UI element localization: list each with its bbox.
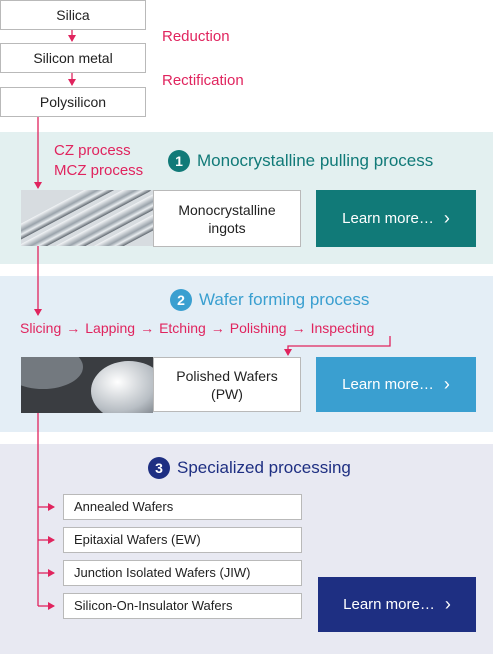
step-inspecting: Inspecting — [310, 320, 375, 336]
learn-more-button-3[interactable] — [318, 577, 476, 632]
rectification-label: Rectification — [162, 72, 244, 89]
epitaxial-wafers-item: Epitaxial Wafers (EW) — [63, 527, 302, 553]
step-separator: → — [291, 320, 306, 336]
jiw-item: Junction Isolated Wafers (JIW) — [63, 560, 302, 586]
polished-wafers-box — [153, 357, 301, 412]
ingots-image — [21, 190, 153, 246]
learn-more-label-1: Learn more… — [342, 210, 434, 227]
monocrystalline-ingots-box — [153, 190, 301, 247]
wafer-process-steps — [20, 320, 374, 336]
step-lapping: Lapping — [85, 320, 136, 336]
step-separator: → — [140, 320, 155, 336]
learn-more-button-2[interactable] — [316, 357, 476, 412]
learn-more-label-2: Learn more… — [342, 376, 434, 393]
polysilicon-box: Polysilicon — [0, 87, 146, 117]
step-separator: → — [210, 320, 225, 336]
cz-process-label: CZ process — [54, 142, 131, 159]
section1-title — [168, 150, 433, 172]
annealed-wafers-item: Annealed Wafers — [63, 494, 302, 520]
step-polishing: Polishing — [229, 320, 287, 336]
section1-title-text: Monocrystalline pulling process — [197, 151, 434, 170]
step-etching: Etching — [159, 320, 206, 336]
section2-title — [170, 289, 369, 311]
section2-title-text: Wafer forming process — [199, 290, 370, 309]
chevron-right-icon: › — [444, 594, 451, 614]
learn-more-button-1[interactable] — [316, 190, 476, 247]
step-slicing: Slicing — [20, 320, 62, 336]
step-number-badge: 2 — [170, 289, 192, 311]
silicon-metal-box: Silicon metal — [0, 43, 146, 73]
step-number-badge: 1 — [168, 150, 190, 172]
chevron-right-icon: › — [443, 374, 450, 394]
reduction-label: Reduction — [162, 28, 230, 45]
learn-more-label-3: Learn more… — [343, 596, 435, 613]
step-number-badge: 3 — [148, 457, 170, 479]
section3-title — [148, 457, 351, 479]
pw-line1: Polished Wafers — [176, 367, 278, 384]
chevron-right-icon: › — [443, 208, 450, 228]
arrow-inspecting-to-pw — [288, 336, 390, 355]
section3-title-text: Specialized processing — [177, 458, 351, 477]
soi-wafers-item: Silicon-On-Insulator Wafers — [63, 593, 302, 619]
silica-box: Silica — [0, 0, 146, 30]
mcz-process-label: MCZ process — [54, 162, 144, 179]
ingots-line1: Monocrystalline — [178, 201, 276, 218]
ingots-line2: ingots — [208, 219, 246, 236]
polished-wafers-image — [21, 357, 153, 413]
pw-line2: (PW) — [211, 385, 243, 402]
step-separator: → — [66, 320, 81, 336]
